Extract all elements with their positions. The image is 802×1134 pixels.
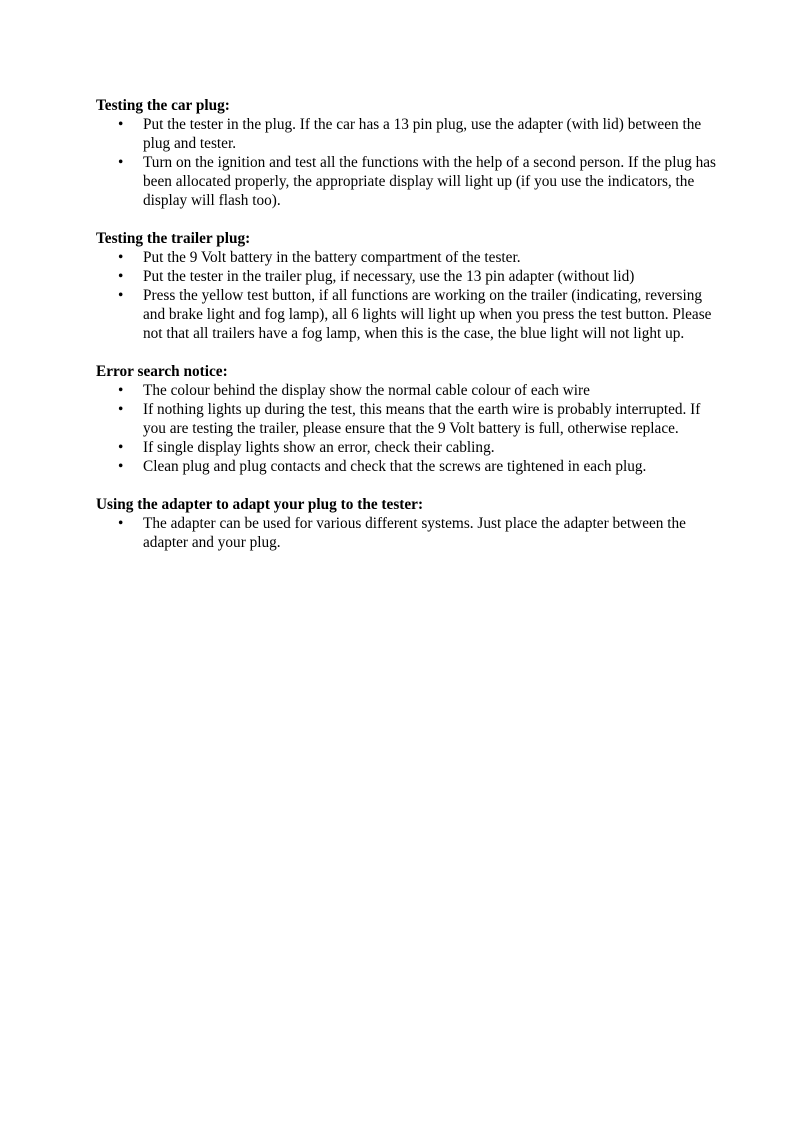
section-testing-trailer-plug bbox=[96, 229, 716, 343]
list-item bbox=[96, 400, 716, 438]
list-item bbox=[96, 267, 716, 286]
section-heading: Testing the trailer plug: bbox=[96, 230, 251, 247]
bullet-icon: • bbox=[118, 249, 124, 266]
bullet-list bbox=[96, 514, 716, 552]
list-item-text: Put the tester in the plug. If the car has a 13 pin plug, use the adapter (with lid) between the plug and tester. bbox=[143, 116, 702, 152]
list-item bbox=[96, 514, 716, 552]
list-item bbox=[96, 248, 716, 267]
list-item-text: Put the 9 Volt battery in the battery compartment of the tester. bbox=[143, 249, 521, 266]
list-item-text: Turn on the ignition and test all the functions with the help of a second person. If the plug has been allocated properly, the appropriate display will light up (if you use the indicators, the display will flash too). bbox=[143, 154, 716, 209]
bullet-icon: • bbox=[118, 458, 124, 475]
list-item-text: If nothing lights up during the test, this means that the earth wire is probably interrupted. If you are testing the trailer, please ensure that the 9 Volt battery is full, otherwise replace. bbox=[143, 401, 701, 437]
bullet-list bbox=[96, 248, 716, 343]
bullet-list bbox=[96, 381, 716, 476]
list-item-text: Put the tester in the trailer plug, if necessary, use the 13 pin adapter (without lid) bbox=[143, 268, 635, 285]
bullet-icon: • bbox=[118, 287, 124, 304]
list-item bbox=[96, 457, 716, 476]
document-body bbox=[96, 96, 716, 571]
bullet-icon: • bbox=[118, 439, 124, 456]
bullet-icon: • bbox=[118, 154, 124, 171]
list-item-text: The adapter can be used for various different systems. Just place the adapter between the adapter and your plug. bbox=[143, 515, 686, 551]
list-item bbox=[96, 438, 716, 457]
bullet-list bbox=[96, 115, 716, 210]
bullet-icon: • bbox=[118, 268, 124, 285]
list-item-text: If single display lights show an error, check their cabling. bbox=[143, 439, 495, 456]
bullet-icon: • bbox=[118, 515, 124, 532]
list-item bbox=[96, 153, 716, 210]
bullet-icon: • bbox=[118, 401, 124, 418]
list-item bbox=[96, 286, 716, 343]
list-item-text: Press the yellow test button, if all functions are working on the trailer (indicating, reversing and brake light and fog lamp), all 6 lights will light up when you press the test button. Please not that all trailers have a fog lamp, when this is the case, the blue light will not light up. bbox=[143, 287, 712, 342]
bullet-icon: • bbox=[118, 382, 124, 399]
section-using-adapter bbox=[96, 495, 716, 552]
bullet-icon: • bbox=[118, 116, 124, 133]
section-testing-car-plug bbox=[96, 96, 716, 210]
list-item-text: Clean plug and plug contacts and check that the screws are tightened in each plug. bbox=[143, 458, 647, 475]
list-item bbox=[96, 381, 716, 400]
list-item bbox=[96, 115, 716, 153]
list-item-text: The colour behind the display show the normal cable colour of each wire bbox=[143, 382, 590, 399]
section-heading: Testing the car plug: bbox=[96, 97, 230, 114]
section-heading: Using the adapter to adapt your plug to the tester: bbox=[96, 496, 424, 513]
section-heading: Error search notice: bbox=[96, 363, 228, 380]
section-error-search-notice bbox=[96, 362, 716, 476]
